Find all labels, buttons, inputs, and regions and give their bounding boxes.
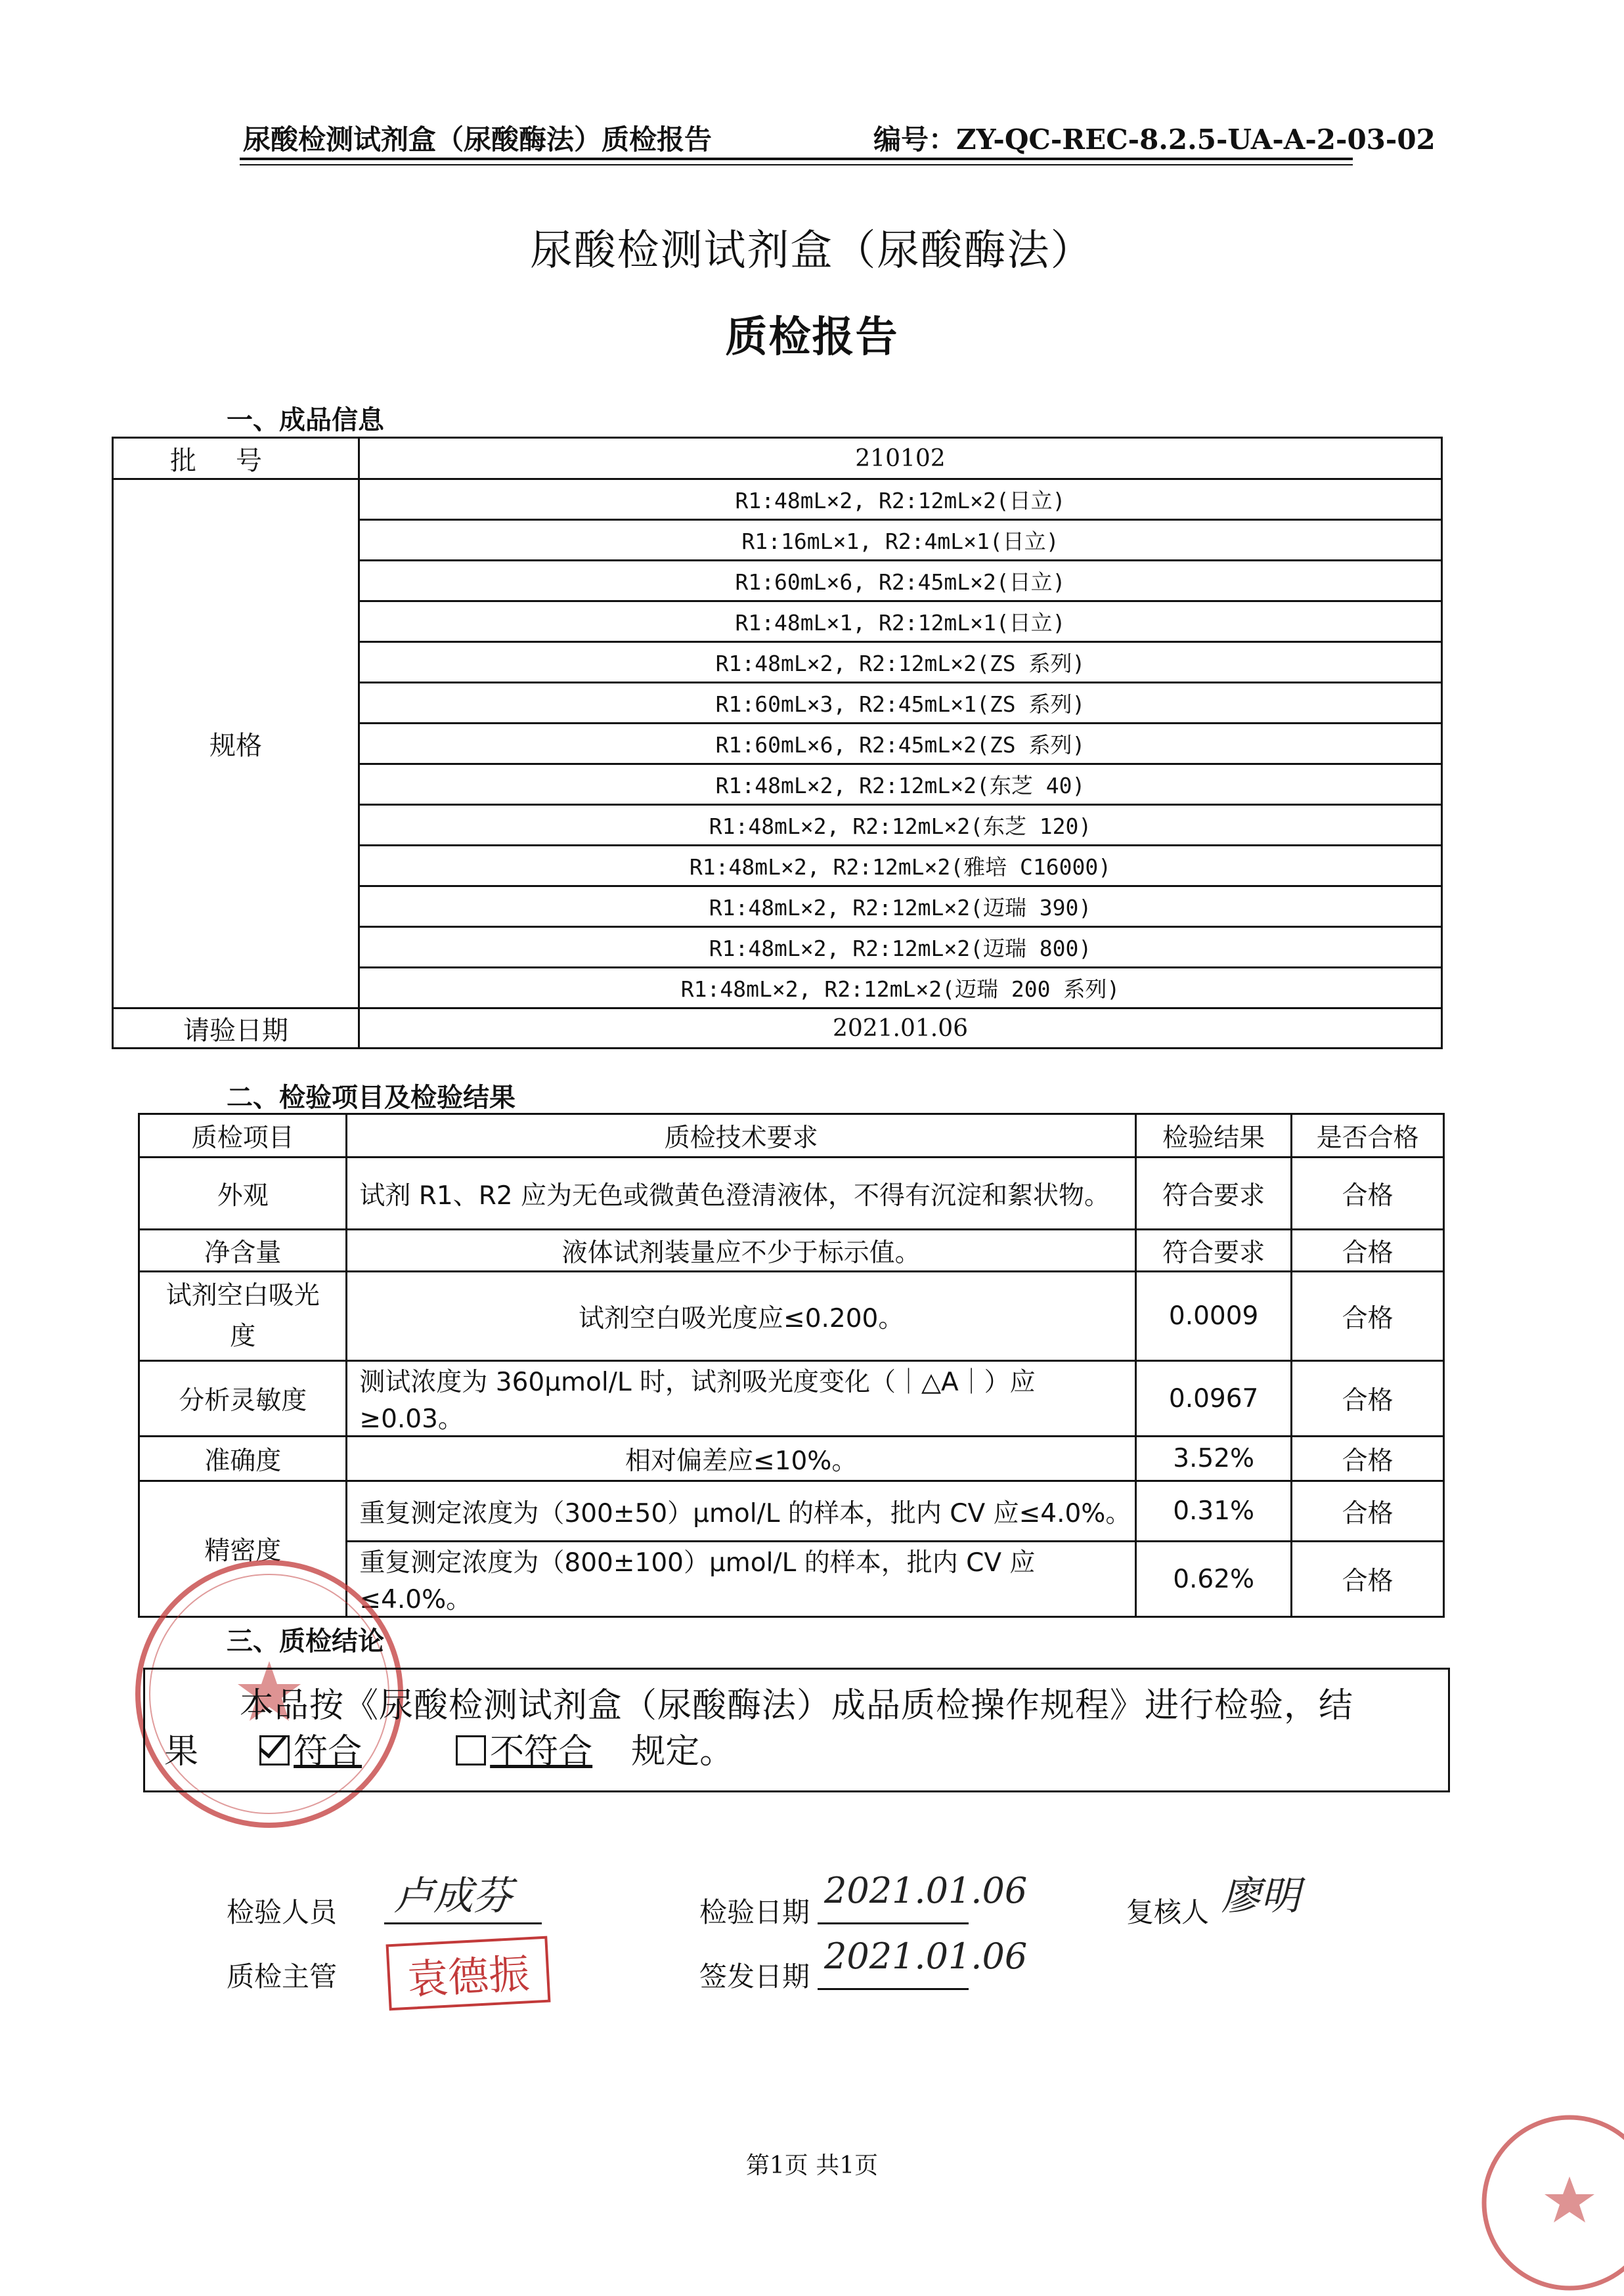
conclusion-prefix: 果	[164, 1732, 199, 1771]
table-row	[139, 1437, 1444, 1481]
supervisor-label: 质检主管	[227, 1960, 338, 1993]
page-subtitle: 质检报告	[725, 313, 899, 362]
page-title: 尿酸检测试剂盒（尿酸酶法）	[530, 227, 1094, 275]
column-header: 是否合格	[1292, 1114, 1444, 1158]
option-nonconform: 不符合	[456, 1732, 592, 1771]
table-row	[139, 1481, 1444, 1542]
verdict-cell: 合格	[1292, 1361, 1444, 1437]
verdict-cell: 合格	[1292, 1542, 1444, 1617]
test-results-table	[138, 1113, 1445, 1618]
requirement-cell: 试剂 R1、R2 应为无色或微黄色澄清液体，不得有沉淀和絮状物。	[347, 1158, 1136, 1230]
header-rule	[240, 158, 1353, 160]
item-cell: 准确度	[139, 1437, 347, 1481]
result-cell: 3.52%	[1135, 1437, 1291, 1481]
spec-row: R1:48mL×2, R2:12mL×2(雅培 C16000)	[359, 846, 1442, 886]
item-cell: 分析灵敏度	[139, 1361, 347, 1437]
verdict-cell: 合格	[1292, 1230, 1444, 1272]
inspector-signature: 卢成芬	[394, 1873, 512, 1919]
spec-row: R1:48mL×1, R2:12mL×1(日立)	[359, 601, 1442, 642]
date-label: 请验日期	[113, 1008, 359, 1049]
spec-row: R1:48mL×2, R2:12mL×2(东芝 40)	[359, 764, 1442, 805]
empty-box-icon	[456, 1735, 486, 1765]
verdict-cell: 合格	[1292, 1481, 1444, 1542]
column-header: 质检项目	[139, 1114, 347, 1158]
spec-row: R1:16mL×1, R2:4mL×1(日立)	[359, 520, 1442, 561]
spec-row: R1:48mL×2, R2:12mL×2(迈瑞 390)	[359, 886, 1442, 927]
inspect-date-value: 2021.01.06	[824, 1870, 1028, 1911]
spec-label: 规格	[113, 479, 359, 1008]
header-doc-name: 尿酸检测试剂盒（尿酸酶法）质检报告	[243, 123, 713, 156]
reviewer-label: 复核人	[1126, 1896, 1210, 1928]
issue-date-value: 2021.01.06	[824, 1936, 1028, 1977]
requirement-cell: 重复测定浓度为（300±50）μmol/L 的样本，批内 CV 应≤4.0%。	[347, 1481, 1136, 1542]
result-cell: 符合要求	[1135, 1230, 1291, 1272]
column-header: 质检技术要求	[347, 1114, 1136, 1158]
item-cell: 外观	[139, 1158, 347, 1230]
date-value: 2021.01.06	[359, 1008, 1442, 1049]
section-heading: 二、检验项目及检验结果	[227, 1083, 516, 1113]
table-row	[139, 1361, 1444, 1437]
table-row	[139, 1272, 1444, 1361]
corner-seal-icon	[1478, 2094, 1624, 2296]
verdict-cell: 合格	[1292, 1272, 1444, 1361]
signature-line	[384, 1922, 542, 1924]
result-cell: 0.0009	[1135, 1272, 1291, 1361]
spec-row: R1:60mL×6, R2:45mL×2(日立)	[359, 561, 1442, 601]
verdict-cell: 合格	[1292, 1158, 1444, 1230]
inspector-label: 检验人员	[227, 1896, 338, 1928]
conclusion-suffix: 规定。	[631, 1732, 734, 1771]
requirement-cell: 相对偏差应≤10%。	[347, 1437, 1136, 1481]
item-cell: 试剂空白吸光度	[139, 1272, 347, 1361]
option-conform: 符合	[259, 1732, 362, 1771]
header-doc-code: 编号：ZY-QC-REC-8.2.5-UA-A-2-03-02	[873, 123, 1436, 156]
reviewer-signature: 廖明	[1221, 1873, 1300, 1919]
spec-row: R1:60mL×3, R2:45mL×1(ZS 系列)	[359, 683, 1442, 724]
requirement-cell: 测试浓度为 360μmol/L 时，试剂吸光度变化（｜△A｜）应≥0.03。	[347, 1361, 1136, 1437]
item-cell: 精密度	[139, 1481, 347, 1617]
signature-line	[818, 1988, 969, 1990]
result-cell: 0.31%	[1135, 1481, 1291, 1542]
spec-row: R1:48mL×2, R2:12mL×2(ZS 系列)	[359, 642, 1442, 683]
checked-box-icon	[259, 1735, 290, 1765]
spec-row: R1:48mL×2, R2:12mL×2(日立)	[359, 479, 1442, 520]
table-row	[139, 1230, 1444, 1272]
page-number: 第1页 共1页	[745, 2152, 879, 2179]
result-cell: 符合要求	[1135, 1158, 1291, 1230]
conclusion-result-line	[164, 1723, 734, 1773]
conclusion-text: 本品按《尿酸检测试剂盒（尿酸酶法）成品质检操作规程》进行检验，结	[240, 1686, 1354, 1725]
result-cell: 0.62%	[1135, 1542, 1291, 1617]
signature-line	[818, 1922, 969, 1924]
supervisor-stamp: 袁德振	[386, 1936, 551, 2011]
section-heading: 三、质检结论	[227, 1626, 384, 1657]
verdict-cell: 合格	[1292, 1437, 1444, 1481]
issue-date-label: 签发日期	[699, 1960, 810, 1993]
item-cell: 净含量	[139, 1230, 347, 1272]
spec-row: R1:48mL×2, R2:12mL×2(迈瑞 800)	[359, 927, 1442, 968]
spec-row: R1:48mL×2, R2:12mL×2(东芝 120)	[359, 805, 1442, 846]
batch-label: 批号	[113, 438, 359, 479]
requirement-cell: 重复测定浓度为（800±100）μmol/L 的样本，批内 CV 应≤4.0%。	[347, 1542, 1136, 1617]
section-heading: 一、成品信息	[227, 405, 384, 435]
spec-row: R1:60mL×6, R2:45mL×2(ZS 系列)	[359, 724, 1442, 764]
requirement-cell: 试剂空白吸光度应≤0.200。	[347, 1272, 1136, 1361]
spec-row: R1:48mL×2, R2:12mL×2(迈瑞 200 系列)	[359, 968, 1442, 1008]
header-rule	[240, 164, 1353, 165]
batch-value: 210102	[359, 438, 1442, 479]
inspect-date-label: 检验日期	[699, 1896, 810, 1928]
product-info-table	[112, 437, 1443, 1049]
table-row	[139, 1158, 1444, 1230]
column-header: 检验结果	[1135, 1114, 1291, 1158]
requirement-cell: 液体试剂装量应不少于标示值。	[347, 1230, 1136, 1272]
result-cell: 0.0967	[1135, 1361, 1291, 1437]
